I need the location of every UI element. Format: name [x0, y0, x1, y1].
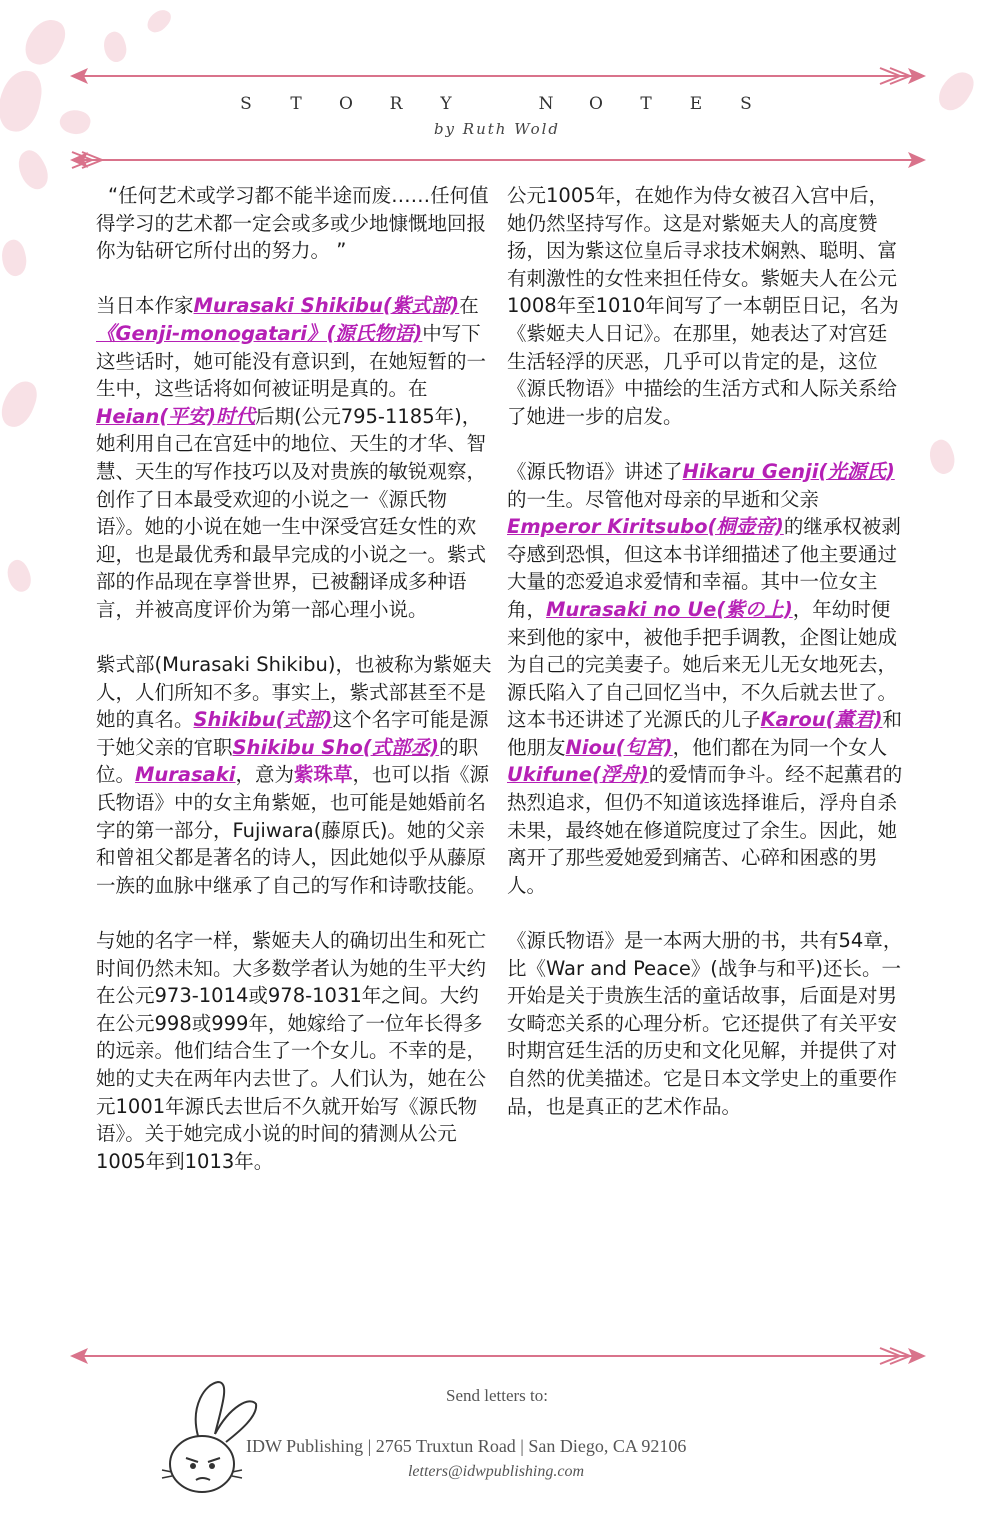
text-run: 和他朋友	[507, 708, 903, 759]
bottom-arrow-rule	[0, 1344, 994, 1368]
text-run: 这个名字可能是源于她父亲的官职	[96, 708, 489, 759]
petal-decoration	[0, 376, 41, 431]
email-link[interactable]: letters@idwpublishing.com	[407, 1463, 585, 1480]
right-column	[507, 182, 903, 1148]
text-run: ，年幼时便来到他的家中，被他手把手调教，企图让她成为自己的完美妻子。她后来无儿无女地死去，源氏陷入了自己回忆当中，不久后就去世了。这本书还讲述了光源氏的儿子	[507, 597, 898, 732]
text-run: 中写下这些话时，她可能没有意识到，在她短暂的一生中，这些话将如何被证明是真的。在	[96, 321, 487, 401]
sub-header-arrow-rule	[0, 148, 994, 172]
highlighted-term: Niou(匂宮)	[565, 735, 673, 759]
text-run: ，他们都在为同一个女人	[672, 735, 888, 759]
send-letters-label: Send letters to:	[446, 1386, 548, 1405]
text-run: 《源氏物语》讲述了	[507, 459, 683, 483]
petal-decoration	[2, 557, 35, 595]
highlighted-term: 紫珠草	[294, 763, 353, 787]
body-paragraph	[96, 292, 492, 623]
highlighted-term: Emperor Kiritsubo(桐壶帝)	[507, 515, 784, 539]
highlighted-term: Ukifune(浮舟)	[507, 763, 649, 787]
title-letter: O	[339, 94, 355, 114]
title-letter: E	[689, 94, 705, 114]
highlighted-term: Murasaki	[135, 763, 236, 787]
highlighted-term: Shikibu(式部)	[193, 708, 333, 732]
story-notes-title	[0, 94, 994, 114]
body-paragraph	[507, 458, 903, 900]
title-letter: S	[240, 94, 254, 114]
petal-decoration	[0, 238, 30, 279]
text-run: 的一生。尽管他对母亲的早逝和父亲	[507, 487, 820, 511]
title-letter: T	[640, 94, 654, 114]
highlighted-term: Murasaki no Ue(紫の上)	[546, 597, 793, 621]
byline: by Ruth Wold	[433, 120, 561, 138]
title-letter: Y	[440, 94, 454, 114]
highlighted-term: Shikibu Sho(式部丞)	[232, 735, 440, 759]
body-paragraph	[96, 651, 492, 899]
text-run: 的爱情而争斗。经不起薫君的热烈追求，但仍不知道该选择谁后，浮舟自杀未果，最终她在修道院度过了余生。因此，她离开了那些爱她爱到痛苦、心碎和困惑的男人。	[507, 763, 903, 897]
text-run: 当日本作家	[96, 294, 194, 318]
title-letter: N	[538, 94, 556, 114]
mailing-address: IDW Publishing | 2765 Truxtun Road | San Diego, CA 92106	[246, 1436, 687, 1456]
title-letter: T	[290, 94, 304, 114]
text-run: 的职位。	[96, 735, 479, 787]
text-run: 在	[459, 294, 479, 318]
body-paragraph: 公元1005年，在她作为侍女被召入宫中后，她仍然坚持写作。这是对紫姬夫人的高度赞扬，因为紫这位皇后寻求技术娴熟、聪明、富有刺激性的女性来担任侍女。紫姬夫人在公元1008年至1010年间写了一本朝臣日记，名为《紫姬夫人日记》。在那里，她表达了对宫廷生活轻浮的厌恶，几乎可以肯定的是，这位《源氏物语》中描绘的生活方式和人际关系给了她进一步的启发。	[507, 184, 899, 428]
top-arrow-rule	[0, 64, 994, 88]
highlighted-term: Hikaru Genji(光源氏)	[682, 459, 895, 483]
highlighted-term: Murasaki Shikibu(紫式部)	[193, 294, 460, 318]
text-run: ，也可以指《源氏物语》中的女主角紫姬，也可能是她婚前名字的第一部分，Fujiwara(藤原氏)。她的父亲和曾祖父都是著名的诗人，因此她似乎从藤原一族的血脉中继承了自己的写作和诗歌技能。	[96, 763, 490, 897]
highlighted-term: Karou(薫君)	[760, 708, 883, 732]
highlighted-term: Heian(平安)时代	[96, 404, 256, 428]
petal-decoration	[144, 5, 175, 36]
text-run: 紫式部(Murasaki Shikibu)，也被称为紫姬夫人，人们所知不多。事实上，紫式部甚至不是她的真名。	[96, 653, 492, 732]
petal-decoration	[925, 437, 959, 477]
title-letter: R	[389, 94, 405, 114]
body-paragraph: 《源氏物语》是一本两大册的书，共有54章，比《War and Peace》(战争与和平)还长。一开始是关于贵族生活的童话故事，后面是对男女畸恋关系的心理分析。它还提供了有关平安时期宫廷生活的历史和文化见解，并提供了对自然的优美描述。它是日本文学史上的重要作品，也是真正的艺术作品。	[507, 929, 903, 1118]
text-run: 后期(公元795-1185年)，她利用自己在宫廷中的地位、天生的才华、智慧、天生的写作技巧以及对贵族的敏锐观察，创作了日本最受欢迎的小说之一《源氏物语》。她的小说在她一生中深受宫廷女性的欢迎，也是最优秀和最早完成的小说之一。紫式部的作品现在享誉世界，已被翻译成多种语言，并被高度评价为第一部心理小说。	[96, 404, 487, 621]
left-column	[96, 182, 492, 1203]
title-letter: O	[589, 94, 605, 114]
title-letter: S	[740, 94, 754, 114]
petal-decoration	[100, 29, 131, 65]
text-run: ，意为	[235, 763, 295, 787]
petal-decoration	[19, 13, 70, 71]
highlighted-term: 《Genji-monogatari》(源氏物语)	[96, 321, 423, 345]
quote-paragraph: “任何艺术或学习都不能半途而废……任何值得学习的艺术都一定会或多或少地慷慨地回报你为钻研它所付出的努力。 ”	[96, 184, 489, 263]
text-run: 的继承权被剥夺感到恐惧，但这本书详细描述了他主要通过大量的恋爱追求爱情和幸福。其中一位女主角，	[507, 515, 901, 621]
body-paragraph: 与她的名字一样，紫姬夫人的确切出生和死亡时间仍然未知。大多数学者认为她的生平大约在公元973-1014或978-1031年之间。大约在公元998或999年，她嫁给了一位年长得多的远亲。他们结合生了一个女儿。不幸的是，她的丈夫在两年内去世了。人们认为，她在公元1001年源氏去世后不久就开始写《源氏物语》。关于她完成小说的时间的猜测从公元1005年到1013年。	[96, 929, 487, 1173]
